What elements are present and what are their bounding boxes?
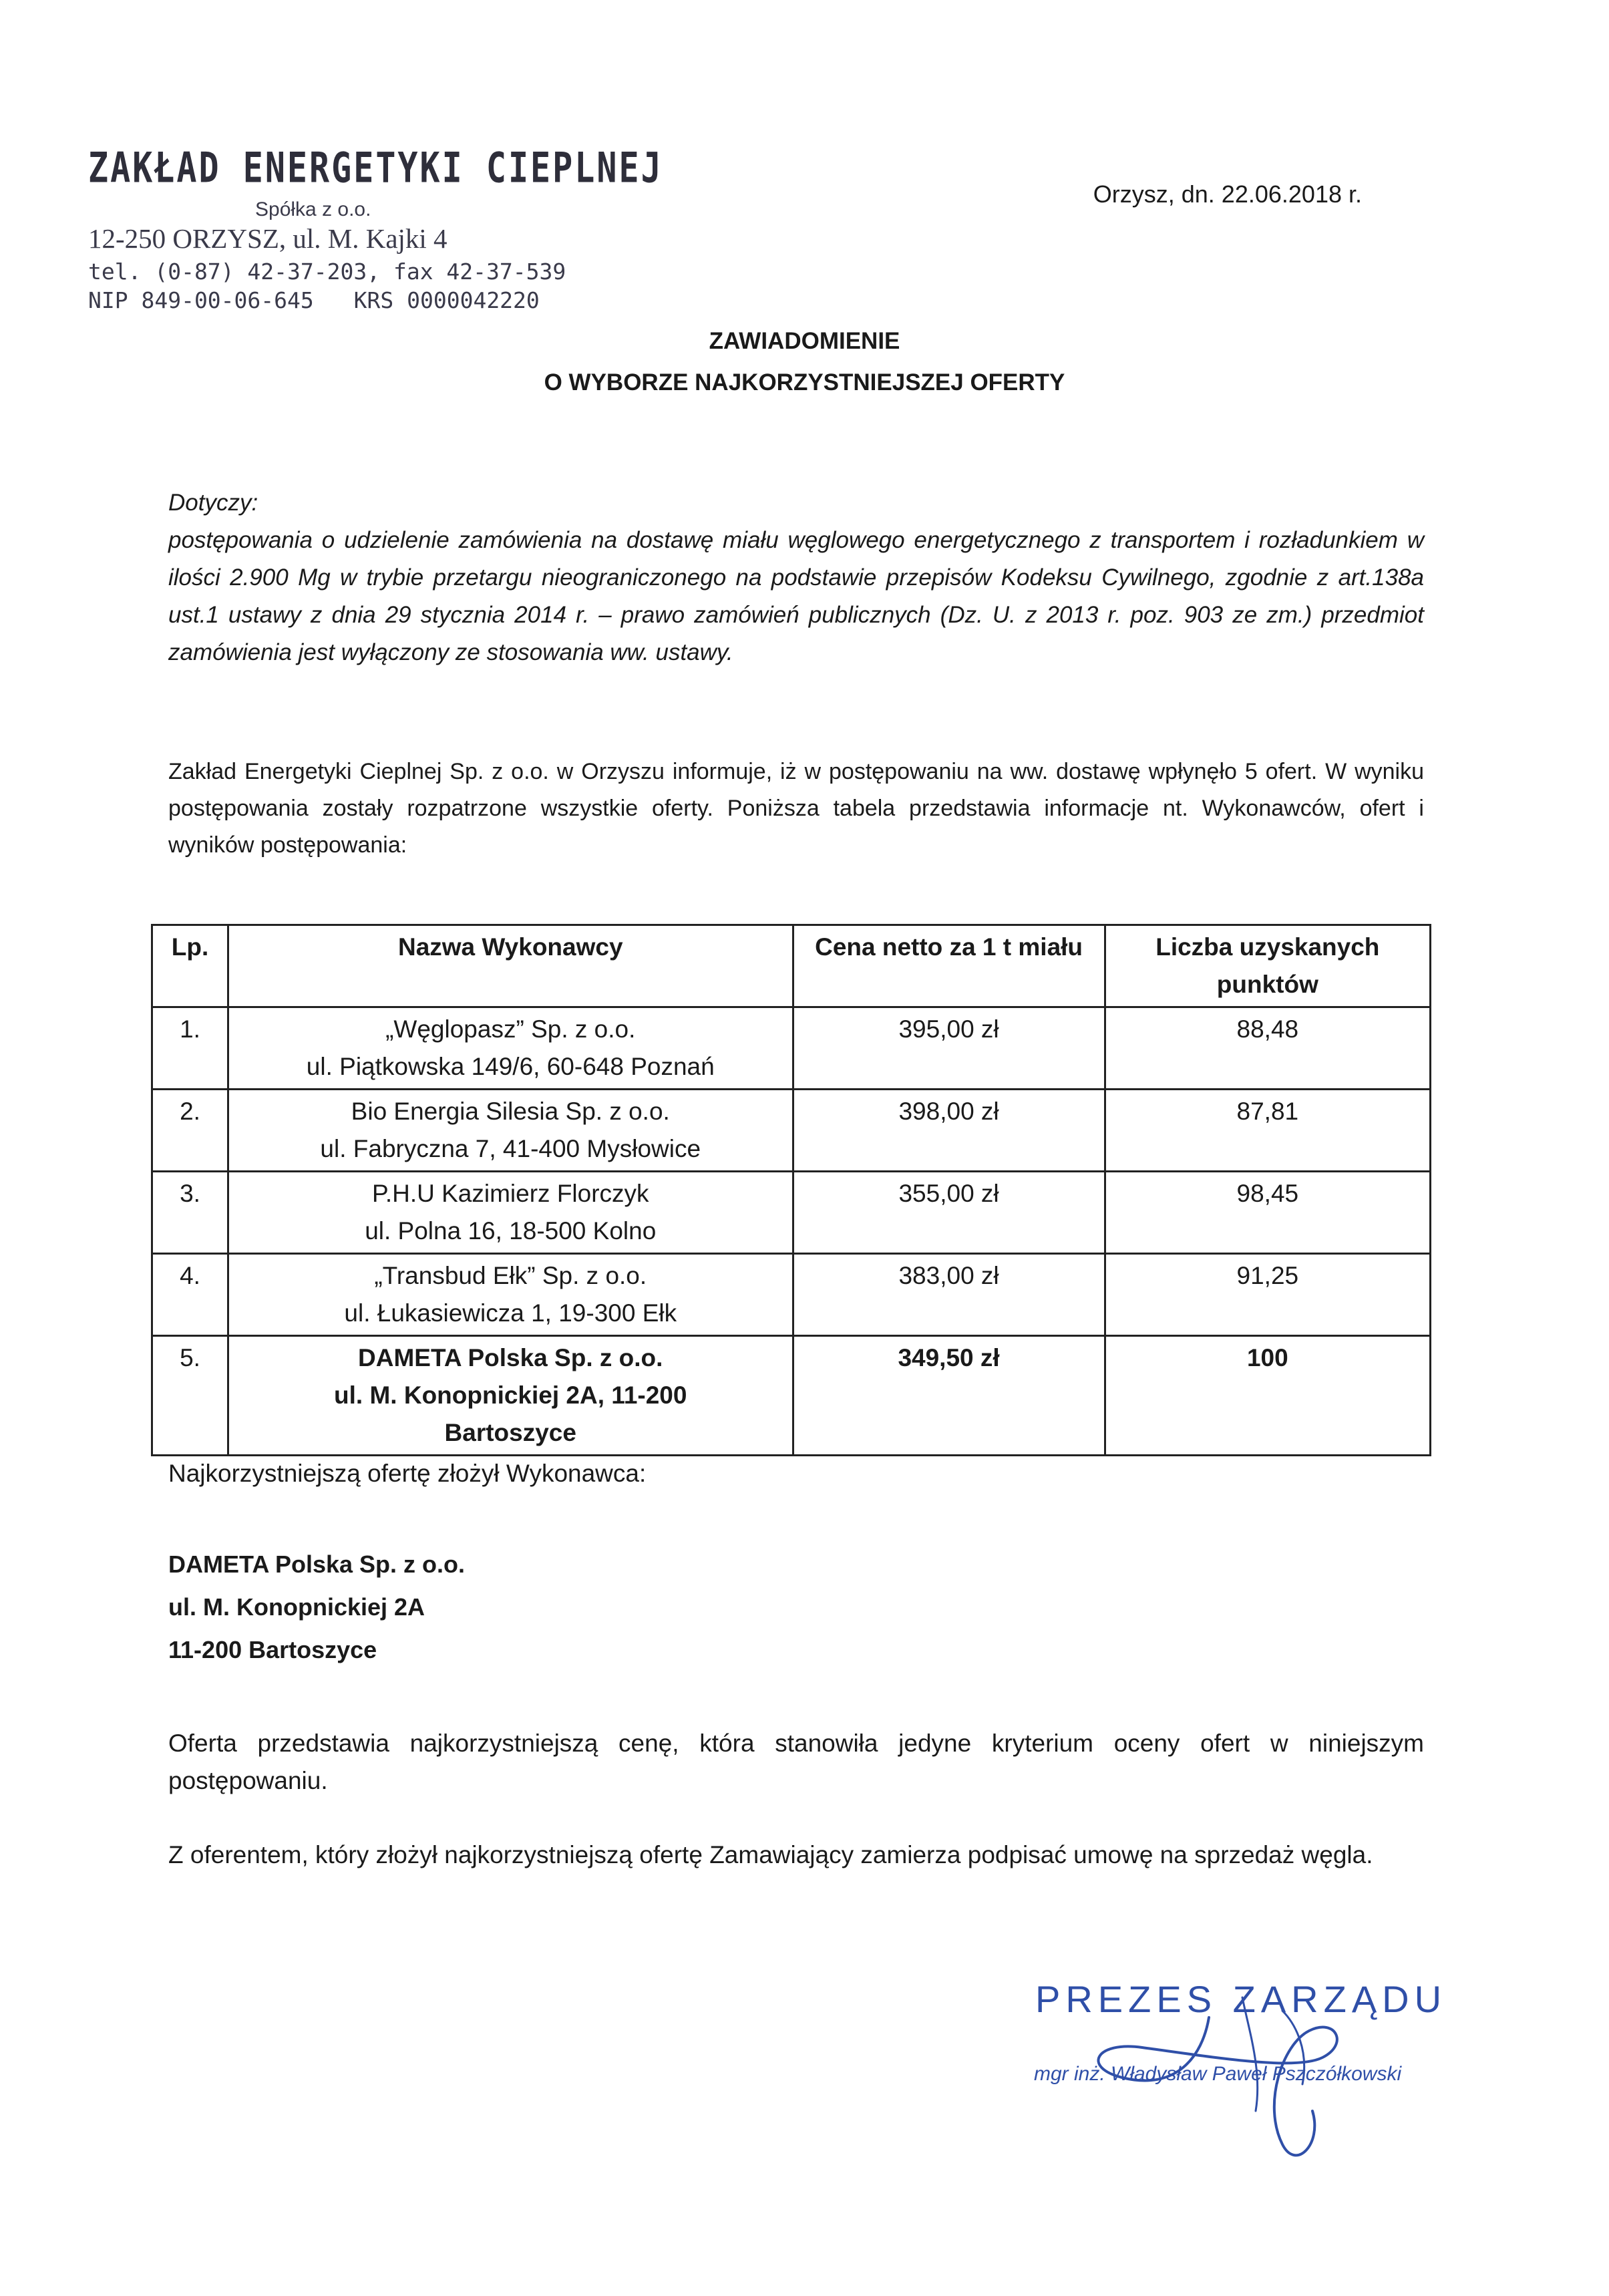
row-name (228, 1254, 793, 1336)
row-name (228, 1172, 793, 1254)
row-name-line: Bio Energia Silesia Sp. z o.o. (351, 1098, 670, 1125)
subject-text: postępowania o udzielenie zamówienia na dostawę miału węglowego energetycznego z transportem i rozładunkiem w ilości 2.900 Mg w trybie przetargu nieograniczonego na podstawie przepisów Kodeksu Cywilnego, zgodnie z art.138a ust.1 ustawy z dnia 29 stycznia 2014 r. – prawo zamówień publicznych (Dz. U. z 2013 r. poz. 903 ze zm.) przedmiot zamówienia jest wyłączony ze stosowania ww. ustawy. (168, 527, 1424, 665)
company-stamp (88, 144, 663, 313)
table-header-row (152, 925, 1431, 1007)
row-points: 87,81 (1105, 1090, 1430, 1172)
stamp-address: 12-250 ORZYSZ, ul. M. Kajki 4 (88, 223, 448, 254)
header-price: Cena netto za 1 t miału (793, 925, 1105, 1007)
header-name: Nazwa Wykonawcy (228, 925, 793, 1007)
row-name-line: P.H.U Kazimierz Florczyk (371, 1180, 649, 1207)
row-lp: 2. (152, 1090, 228, 1172)
table-row (152, 1090, 1431, 1172)
stamp-nip: NIP 849-00-06-645 (88, 287, 314, 313)
row-name-line: „Transbud Ełk” Sp. z o.o. (374, 1262, 647, 1289)
best-offer-name: DAMETA Polska Sp. z o.o. (168, 1550, 466, 1578)
row-lp: 4. (152, 1254, 228, 1336)
handwritten-signature (1042, 1977, 1416, 2178)
row-city-line: Bartoszyce (444, 1419, 576, 1446)
signature-name: mgr inż. Władysław Paweł Pszczółkowski (1034, 2063, 1402, 2085)
row-address-line: ul. Polna 16, 18-500 Kolno (365, 1217, 657, 1245)
row-name (228, 1090, 793, 1172)
price-criterion-paragraph: Oferta przedstawia najkorzystniejszą cenę, która stanowiła jedyne kryterium oceny ofert w niniejszym postępowaniu. (168, 1730, 1424, 1794)
row-points: 100 (1105, 1336, 1430, 1456)
stamp-registry (88, 287, 569, 313)
row-price: 355,00 zł (793, 1172, 1105, 1254)
row-lp: 3. (152, 1172, 228, 1254)
row-address-line: ul. M. Konopnickiej 2A, 11-200 (334, 1381, 687, 1409)
title-line-2: O WYBORZE NAJKORZYSTNIEJSZEJ OFERTY (544, 369, 1065, 395)
row-points: 91,25 (1105, 1254, 1430, 1336)
row-address-line: ul. Piątkowska 149/6, 60-648 Poznań (306, 1053, 715, 1080)
row-price: 383,00 zł (793, 1254, 1105, 1336)
subject-section (168, 484, 1424, 671)
row-name-line: DAMETA Polska Sp. z o.o. (358, 1344, 663, 1371)
table-row (152, 1254, 1431, 1336)
table-row (152, 1172, 1431, 1254)
title-line-1: ZAWIADOMIENIE (709, 328, 900, 354)
stamp-tel-fax: tel. (0-87) 42-37-203, fax 42-37-539 (88, 259, 566, 285)
row-name-line: „Węglopasz” Sp. z o.o. (385, 1015, 636, 1043)
row-address-line: ul. Fabryczna 7, 41-400 Mysłowice (320, 1135, 701, 1162)
intro-paragraph: Zakład Energetyki Cieplnej Sp. z o.o. w Orzyszu informuje, iż w postępowaniu na ww. dostawę wpłynęło 5 ofert. W wyniku postępowania zostały rozpatrzone wszystkie oferty. Poniższa tabela przedstawia informacje nt. Wykonawców, ofert i wyników postępowania: (168, 759, 1424, 858)
row-name (228, 1007, 793, 1090)
subject-label: Dotyczy: (168, 490, 258, 516)
row-name (228, 1336, 793, 1456)
row-price: 398,00 zł (793, 1090, 1105, 1172)
header-points: Liczba uzyskanych punktów (1105, 925, 1430, 1007)
best-offer-label: Najkorzystniejszą ofertę złożył Wykonawca: (168, 1460, 647, 1487)
stamp-company-name: ZAKŁAD ENERGETYKI CIEPLNEJ (88, 144, 663, 192)
place-date: Orzysz, dn. 22.06.2018 r. (1093, 180, 1362, 208)
stamp-krs: KRS 0000042220 (353, 287, 540, 313)
row-address-line: ul. Łukasiewicza 1, 19-300 Ełk (344, 1299, 677, 1327)
row-price: 395,00 zł (793, 1007, 1105, 1090)
row-lp: 5. (152, 1336, 228, 1456)
row-points: 98,45 (1105, 1172, 1430, 1254)
offers-table (151, 924, 1431, 1456)
best-offer-city: 11-200 Bartoszyce (168, 1636, 377, 1663)
best-offer-street: ul. M. Konopnickiej 2A (168, 1593, 425, 1621)
best-offer-address (168, 1543, 465, 1671)
table-row-winner (152, 1336, 1431, 1456)
header-lp: Lp. (152, 925, 228, 1007)
stamp-legal-form: Spółka z o.o. (255, 198, 371, 220)
row-lp: 1. (152, 1007, 228, 1090)
signature-title: PREZES ZARZĄDU (1035, 1978, 1447, 2020)
contract-paragraph: Z oferentem, który złożył najkorzystniejszą ofertę Zamawiający zamierza podpisać umowę na sprzedaż węgla. (168, 1841, 1373, 1868)
document-title (0, 321, 1609, 403)
table-row (152, 1007, 1431, 1090)
row-price: 349,50 zł (793, 1336, 1105, 1456)
row-points: 88,48 (1105, 1007, 1430, 1090)
